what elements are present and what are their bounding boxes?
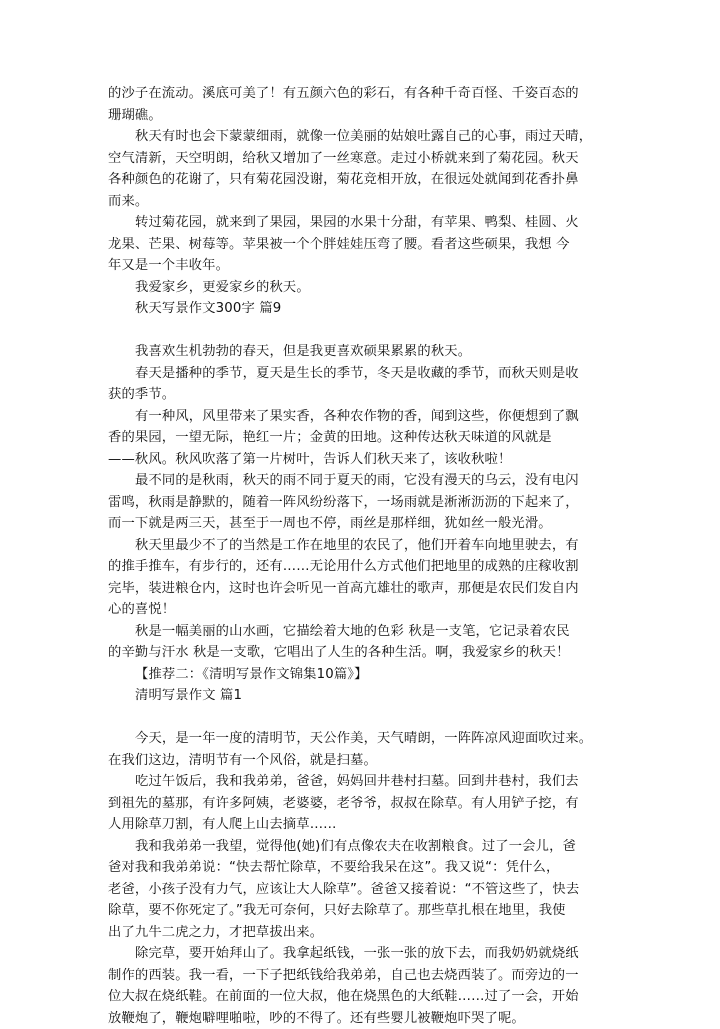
text-line: 获的季节。 bbox=[108, 384, 613, 406]
text-line: 完毕，装进粮仓内，这时也许会听见一首高亢雄壮的歌声，那便是农民们发自内 bbox=[108, 578, 613, 600]
text-line: 除完草，要开始拜山了。我拿起纸钱，一张一张的放下去，而我奶奶就烧纸 bbox=[108, 943, 613, 965]
text-line: 最不同的是秋雨，秋天的雨不同于夏天的雨，它没有漫天的乌云，没有电闪 bbox=[108, 470, 613, 492]
text-line: 珊瑚礁。 bbox=[108, 105, 613, 127]
text-line: 龙果、芒果、树莓等。苹果被一个个胖娃娃压弯了腰。看者这些硕果，我想 今 bbox=[108, 234, 613, 256]
text-line: 雷鸣，秋雨是静默的，随着一阵风纷纷落下，一场雨就是淅淅沥沥的下起来了， bbox=[108, 492, 613, 514]
text-line: 而来。 bbox=[108, 191, 613, 213]
text-line: 空气清新，天空明朗，给秋又增加了一丝寒意。走过小桥就来到了菊花园。秋天 bbox=[108, 148, 613, 170]
text-line: 人用除草刀割，有人爬上山去摘草…… bbox=[108, 814, 613, 836]
text-line: ——秋风。秋风吹落了第一片树叶，告诉人们秋天来了，该收秋啦！ bbox=[108, 449, 613, 471]
blank-line bbox=[108, 320, 613, 342]
text-line: 今天，是一年一度的清明节，天公作美，天气晴朗，一阵阵凉风迎面吹过来。 bbox=[108, 728, 613, 750]
text-line: 爸对我和我弟弟说：“快去帮忙除草，不要给我呆在这”。我又说“：凭什么， bbox=[108, 857, 613, 879]
text-line: 各种颜色的花谢了，只有菊花园没谢，菊花竞相开放，在很远处就闻到花香扑鼻 bbox=[108, 169, 613, 191]
text-line: 在我们这边，清明节有一个风俗，就是扫墓。 bbox=[108, 750, 613, 772]
text-line: 到祖先的墓那，有许多阿姨，老婆婆，老爷爷，叔叔在除草。有人用铲子挖，有 bbox=[108, 793, 613, 815]
blank-line bbox=[108, 707, 613, 729]
text-line: 老爸，小孩子没有力气，应该让大人除草”。爸爸又接着说：“不管这些了，快去 bbox=[108, 879, 613, 901]
document-body bbox=[108, 83, 613, 1029]
text-line: 春天是播种的季节，夏天是生长的季节，冬天是收藏的季节，而秋天则是收 bbox=[108, 363, 613, 385]
text-line: 吃过午饭后，我和我弟弟，爸爸，妈妈回井巷村扫墓。回到井巷村，我们去 bbox=[108, 771, 613, 793]
text-line: 心的喜悦！ bbox=[108, 599, 613, 621]
text-line: 秋是一幅美丽的山水画，它描绘着大地的色彩 秋是一支笔，它记录着农民 bbox=[108, 621, 613, 643]
text-line: 出了九牛二虎之力，才把草拔出来。 bbox=[108, 922, 613, 944]
text-line: 清明写景作文 篇1 bbox=[108, 685, 613, 707]
text-line: 转过菊花园，就来到了果园，果园的水果十分甜，有苹果、鸭梨、桂圆、火 bbox=[108, 212, 613, 234]
text-line: 年又是一个丰收年。 bbox=[108, 255, 613, 277]
text-line: 我爱家乡，更爱家乡的秋天。 bbox=[108, 277, 613, 299]
text-line: 有一种风，风里带来了果实香，各种农作物的香，闻到这些，你便想到了飘 bbox=[108, 406, 613, 428]
text-line: 的辛勤与汗水 秋是一支歌，它唱出了人生的各种生活。啊，我爱家乡的秋天！ bbox=[108, 642, 613, 664]
text-line: 【推荐二：《清明写景作文锦集10篇》】 bbox=[108, 664, 613, 686]
text-line: 放鞭炮了，鞭炮噼哩啪啦，吵的不得了。还有些婴儿被鞭炮吓哭了呢。 bbox=[108, 1008, 613, 1029]
text-line: 香的果园，一望无际，艳红一片；金黄的田地。这种传达秋天味道的风就是 bbox=[108, 427, 613, 449]
text-line: 而一下就是两三天，甚至于一周也不停，雨丝是那样细，犹如丝一般光滑。 bbox=[108, 513, 613, 535]
text-line: 的推手推车，有步行的，还有……无论用什么方式他们把地里的成熟的庄稼收割 bbox=[108, 556, 613, 578]
text-line: 制作的西装。我一看，一下子把纸钱给我弟弟，自己也去烧西装了。而旁边的一 bbox=[108, 965, 613, 987]
text-line: 位大叔在烧纸鞋。在前面的一位大叔，他在烧黑色的大纸鞋……过了一会，开始 bbox=[108, 986, 613, 1008]
text-line: 我喜欢生机勃勃的春天，但是我更喜欢硕果累累的秋天。 bbox=[108, 341, 613, 363]
text-line: 我和我弟弟一我望，觉得他(她)们有点像农夫在收割粮食。过了一会儿，爸 bbox=[108, 836, 613, 858]
text-line: 的沙子在流动。溪底可美了！有五颜六色的彩石，有各种千奇百怪、千姿百态的 bbox=[108, 83, 613, 105]
text-line: 秋天有时也会下蒙蒙细雨，就像一位美丽的姑娘吐露自己的心事，雨过天晴， bbox=[108, 126, 613, 148]
text-line: 秋天写景作文300字 篇9 bbox=[108, 298, 613, 320]
text-line: 秋天里最少不了的当然是工作在地里的农民了，他们开着车向地里驶去，有 bbox=[108, 535, 613, 557]
text-line: 除草，要不你死定了。”我无可奈何，只好去除草了。那些草扎根在地里，我使 bbox=[108, 900, 613, 922]
